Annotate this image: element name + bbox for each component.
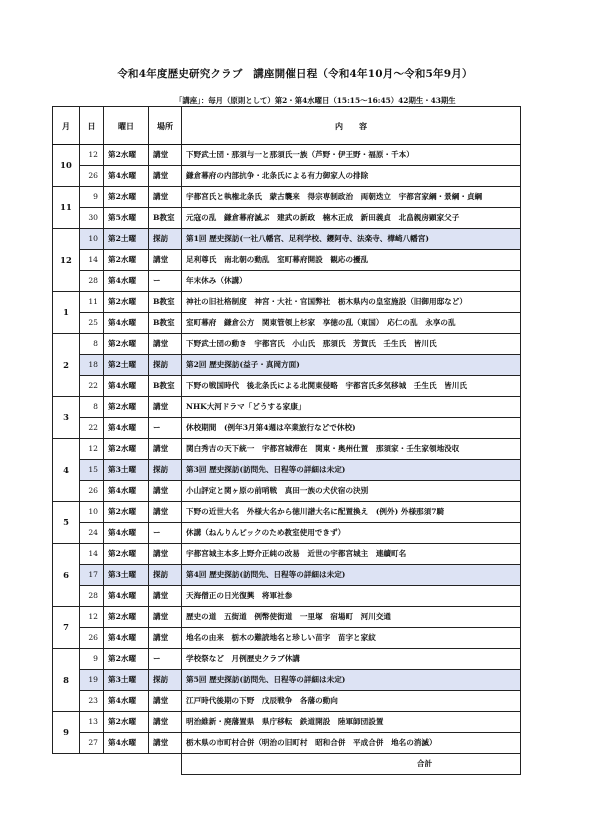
- day-cell: 8: [80, 397, 104, 418]
- day-cell: 9: [80, 187, 104, 208]
- day-cell: 12: [80, 607, 104, 628]
- place-cell: 講堂: [149, 712, 182, 733]
- schedule-row: [53, 166, 521, 187]
- month-cell: 10: [53, 145, 80, 187]
- header-weekday: 曜日: [104, 107, 149, 145]
- day-cell: 28: [80, 586, 104, 607]
- day-cell: 30: [80, 208, 104, 229]
- day-cell: 22: [80, 376, 104, 397]
- content-cell: 鎌倉幕府の内部抗争・北条氏による有力御家人の排除: [182, 166, 521, 187]
- weekday-cell: 第4水曜: [104, 418, 149, 439]
- day-cell: 24: [80, 523, 104, 544]
- month-cell: 12: [53, 229, 80, 292]
- content-cell: 下野の近世大名 外様大名から徳川譜大名に配置換え (例外) 外様那須7騎: [182, 502, 521, 523]
- day-cell: 9: [80, 649, 104, 670]
- weekday-cell: 第4水曜: [104, 523, 149, 544]
- place-cell: B教室: [149, 292, 182, 313]
- day-cell: 19: [80, 670, 104, 691]
- content-cell: 明治維新・廃藩置県 県庁移転 鉄道開設 陸軍師団設置: [182, 712, 521, 733]
- schedule-row: [53, 145, 521, 166]
- content-cell: 宇都宮城主本多上野介正純の改易 近世の宇都宮城主 連續町名: [182, 544, 521, 565]
- content-cell: 第3回 歴史探訪(訪問先、日程等の詳細は未定): [182, 460, 521, 481]
- day-cell: 12: [80, 439, 104, 460]
- content-cell: 元寇の乱 鎌倉幕府滅ぶ 建武の新政 楠木正成 新田義貞 北畠親房顕家父子: [182, 208, 521, 229]
- day-cell: 26: [80, 628, 104, 649]
- month-cell: 8: [53, 649, 80, 712]
- place-cell: 講堂: [149, 397, 182, 418]
- month-cell: 3: [53, 397, 80, 439]
- place-cell: 講堂: [149, 544, 182, 565]
- content-cell: 学校祭など 月例歴史クラブ休講: [182, 649, 521, 670]
- table-header-row: [53, 107, 521, 145]
- total-spacer: [53, 754, 182, 775]
- day-cell: 10: [80, 229, 104, 250]
- schedule-row: [53, 565, 521, 586]
- schedule-row: [53, 712, 521, 733]
- schedule-row: [53, 523, 521, 544]
- place-cell: 講堂: [149, 439, 182, 460]
- place-cell: 講堂: [149, 733, 182, 754]
- schedule-row: [53, 292, 521, 313]
- month-cell: 2: [53, 334, 80, 397]
- schedule-row: [53, 334, 521, 355]
- day-cell: 23: [80, 691, 104, 712]
- schedule-row: [53, 460, 521, 481]
- place-cell: 探訪: [149, 460, 182, 481]
- month-cell: 5: [53, 502, 80, 544]
- day-cell: 15: [80, 460, 104, 481]
- day-cell: 13: [80, 712, 104, 733]
- schedule-row: [53, 418, 521, 439]
- day-cell: 26: [80, 481, 104, 502]
- schedule-row: [53, 439, 521, 460]
- weekday-cell: 第4水曜: [104, 628, 149, 649]
- weekday-cell: 第2水曜: [104, 502, 149, 523]
- schedule-row: [53, 313, 521, 334]
- day-cell: 17: [80, 565, 104, 586]
- schedule-row: [53, 187, 521, 208]
- month-cell: 11: [53, 187, 80, 229]
- place-cell: B教室: [149, 208, 182, 229]
- content-cell: 第1回 歴史探訪(一社八幡宮、足利学校、鑁阿寺、法楽寺、樺崎八幡宮): [182, 229, 521, 250]
- schedule-row: [53, 229, 521, 250]
- schedule-row: [53, 649, 521, 670]
- content-cell: 室町幕府 鎌倉公方 関東管領上杉家 享徳の乱（東国） 応仁の乱 永享の乱: [182, 313, 521, 334]
- weekday-cell: 第2水曜: [104, 544, 149, 565]
- schedule-row: [53, 544, 521, 565]
- weekday-cell: 第2水曜: [104, 145, 149, 166]
- place-cell: 講堂: [149, 502, 182, 523]
- weekday-cell: 第2水曜: [104, 397, 149, 418]
- day-cell: 28: [80, 271, 104, 292]
- place-cell: 講堂: [149, 691, 182, 712]
- schedule-row: [53, 733, 521, 754]
- total-row: [53, 754, 521, 775]
- place-cell: 探訪: [149, 565, 182, 586]
- schedule-row: [53, 376, 521, 397]
- page-title: 令和4年度歴史研究クラブ 講座開催日程（令和4年10月～令和5年9月）: [117, 68, 473, 80]
- weekday-cell: 第2水曜: [104, 187, 149, 208]
- month-cell: 6: [53, 544, 80, 607]
- weekday-cell: 第3土曜: [104, 670, 149, 691]
- schedule-row: [53, 355, 521, 376]
- place-cell: 探訪: [149, 229, 182, 250]
- schedule-row: [53, 271, 521, 292]
- place-cell: 講堂: [149, 166, 182, 187]
- place-cell: ー: [149, 271, 182, 292]
- content-cell: 下野武士団の動き 宇都宮氏 小山氏 那須氏 芳賀氏 壬生氏 皆川氏: [182, 334, 521, 355]
- content-cell: 宇都宮氏と執権北条氏 蒙古襲来 得宗専制政治 両朝迭立 宇都宮家綱・景綱・貞綱: [182, 187, 521, 208]
- place-cell: 探訪: [149, 670, 182, 691]
- content-cell: 下野武士団・那須与一と那須氏一族（芦野・伊王野・福原・千本）: [182, 145, 521, 166]
- place-cell: B教室: [149, 376, 182, 397]
- day-cell: 25: [80, 313, 104, 334]
- weekday-cell: 第4水曜: [104, 166, 149, 187]
- day-cell: 26: [80, 166, 104, 187]
- content-cell: 江戸時代後期の下野 戊辰戦争 各藩の動向: [182, 691, 521, 712]
- schedule-table: [52, 106, 521, 775]
- weekday-cell: 第3土曜: [104, 460, 149, 481]
- content-cell: 休講（ねんりんピックのため教室使用できず）: [182, 523, 521, 544]
- weekday-cell: 第2水曜: [104, 439, 149, 460]
- place-cell: 講堂: [149, 145, 182, 166]
- schedule-row: [53, 397, 521, 418]
- schedule-row: [53, 586, 521, 607]
- weekday-cell: 第2水曜: [104, 292, 149, 313]
- content-cell: 第5回 歴史探訪(訪問先、日程等の詳細は未定): [182, 670, 521, 691]
- content-cell: 足利尊氏 南北朝の動乱 室町幕府開設 観応の擾乱: [182, 250, 521, 271]
- schedule-row: [53, 628, 521, 649]
- content-cell: 神社の旧社格制度 神宮・大社・官国弊社 栃木県内の皇室施設（旧御用邸など）: [182, 292, 521, 313]
- place-cell: 講堂: [149, 628, 182, 649]
- schedule-row: [53, 607, 521, 628]
- content-cell: 年末休み（休講）: [182, 271, 521, 292]
- day-cell: 14: [80, 544, 104, 565]
- weekday-cell: 第4水曜: [104, 376, 149, 397]
- day-cell: 14: [80, 250, 104, 271]
- content-cell: 小山評定と関ヶ原の前哨戦 真田一族の犬伏宿の決別: [182, 481, 521, 502]
- day-cell: 10: [80, 502, 104, 523]
- content-cell: 休校期間 (例年3月第4週は卒業旅行などで休校): [182, 418, 521, 439]
- place-cell: B教室: [149, 313, 182, 334]
- content-cell: NHK大河ドラマ「どうする家康」: [182, 397, 521, 418]
- place-cell: ー: [149, 523, 182, 544]
- place-cell: 講堂: [149, 250, 182, 271]
- weekday-cell: 第2水曜: [104, 250, 149, 271]
- content-cell: 第2回 歴史探訪(益子・真岡方面): [182, 355, 521, 376]
- place-cell: 講堂: [149, 481, 182, 502]
- schedule-row: [53, 481, 521, 502]
- weekday-cell: 第4水曜: [104, 271, 149, 292]
- month-cell: 1: [53, 292, 80, 334]
- weekday-cell: 第4水曜: [104, 733, 149, 754]
- weekday-cell: 第5水曜: [104, 208, 149, 229]
- weekday-cell: 第2水曜: [104, 712, 149, 733]
- weekday-cell: 第2水曜: [104, 607, 149, 628]
- content-cell: 歴史の道 五街道 例幣使街道 一里塚 宿場町 河川交通: [182, 607, 521, 628]
- schedule-row: [53, 502, 521, 523]
- schedule-body: [53, 145, 521, 754]
- weekday-cell: 第4水曜: [104, 586, 149, 607]
- place-cell: ー: [149, 418, 182, 439]
- content-cell: 第4回 歴史探訪(訪問先、日程等の詳細は未定): [182, 565, 521, 586]
- place-cell: 講堂: [149, 334, 182, 355]
- day-cell: 18: [80, 355, 104, 376]
- schedule-row: [53, 250, 521, 271]
- weekday-cell: 第4水曜: [104, 691, 149, 712]
- day-cell: 22: [80, 418, 104, 439]
- day-cell: 11: [80, 292, 104, 313]
- weekday-cell: 第2土曜: [104, 355, 149, 376]
- header-place: 場所: [149, 107, 182, 145]
- month-cell: 4: [53, 439, 80, 502]
- content-cell: 天海僧正の日光復興 将軍社参: [182, 586, 521, 607]
- place-cell: 講堂: [149, 187, 182, 208]
- header-day: 日: [80, 107, 104, 145]
- month-cell: 9: [53, 712, 80, 754]
- weekday-cell: 第4水曜: [104, 481, 149, 502]
- content-cell: 栃木県の市町村合併（明治の旧町村 昭和合併 平成合併 地名の消滅）: [182, 733, 521, 754]
- schedule-row: [53, 691, 521, 712]
- schedule-row: [53, 670, 521, 691]
- month-cell: 7: [53, 607, 80, 649]
- place-cell: 講堂: [149, 607, 182, 628]
- content-cell: 下野の戦国時代 後北条氏による北関東侵略 宇都宮氏多気移城 壬生氏 皆川氏: [182, 376, 521, 397]
- weekday-cell: 第2土曜: [104, 229, 149, 250]
- content-cell: 地名の由来 栃木の難読地名と珍しい苗字 苗字と家紋: [182, 628, 521, 649]
- place-cell: 講堂: [149, 586, 182, 607]
- weekday-cell: 第3土曜: [104, 565, 149, 586]
- content-cell: 関白秀吉の天下統一 宇都宮城滞在 関東・奥州仕置 那須家・壬生家領地没収: [182, 439, 521, 460]
- schedule-note: 「講座」：毎月（原則として）第2・第4水曜日（15:15～16:45）42期生・43期生: [175, 96, 456, 105]
- schedule-row: [53, 208, 521, 229]
- day-cell: 12: [80, 145, 104, 166]
- total-label: 合計: [182, 754, 521, 775]
- day-cell: 27: [80, 733, 104, 754]
- weekday-cell: 第2水曜: [104, 334, 149, 355]
- place-cell: 探訪: [149, 355, 182, 376]
- place-cell: ー: [149, 649, 182, 670]
- header-content: 内 容: [182, 107, 521, 145]
- weekday-cell: 第4水曜: [104, 313, 149, 334]
- day-cell: 8: [80, 334, 104, 355]
- header-month: 月: [53, 107, 80, 145]
- weekday-cell: 第2水曜: [104, 649, 149, 670]
